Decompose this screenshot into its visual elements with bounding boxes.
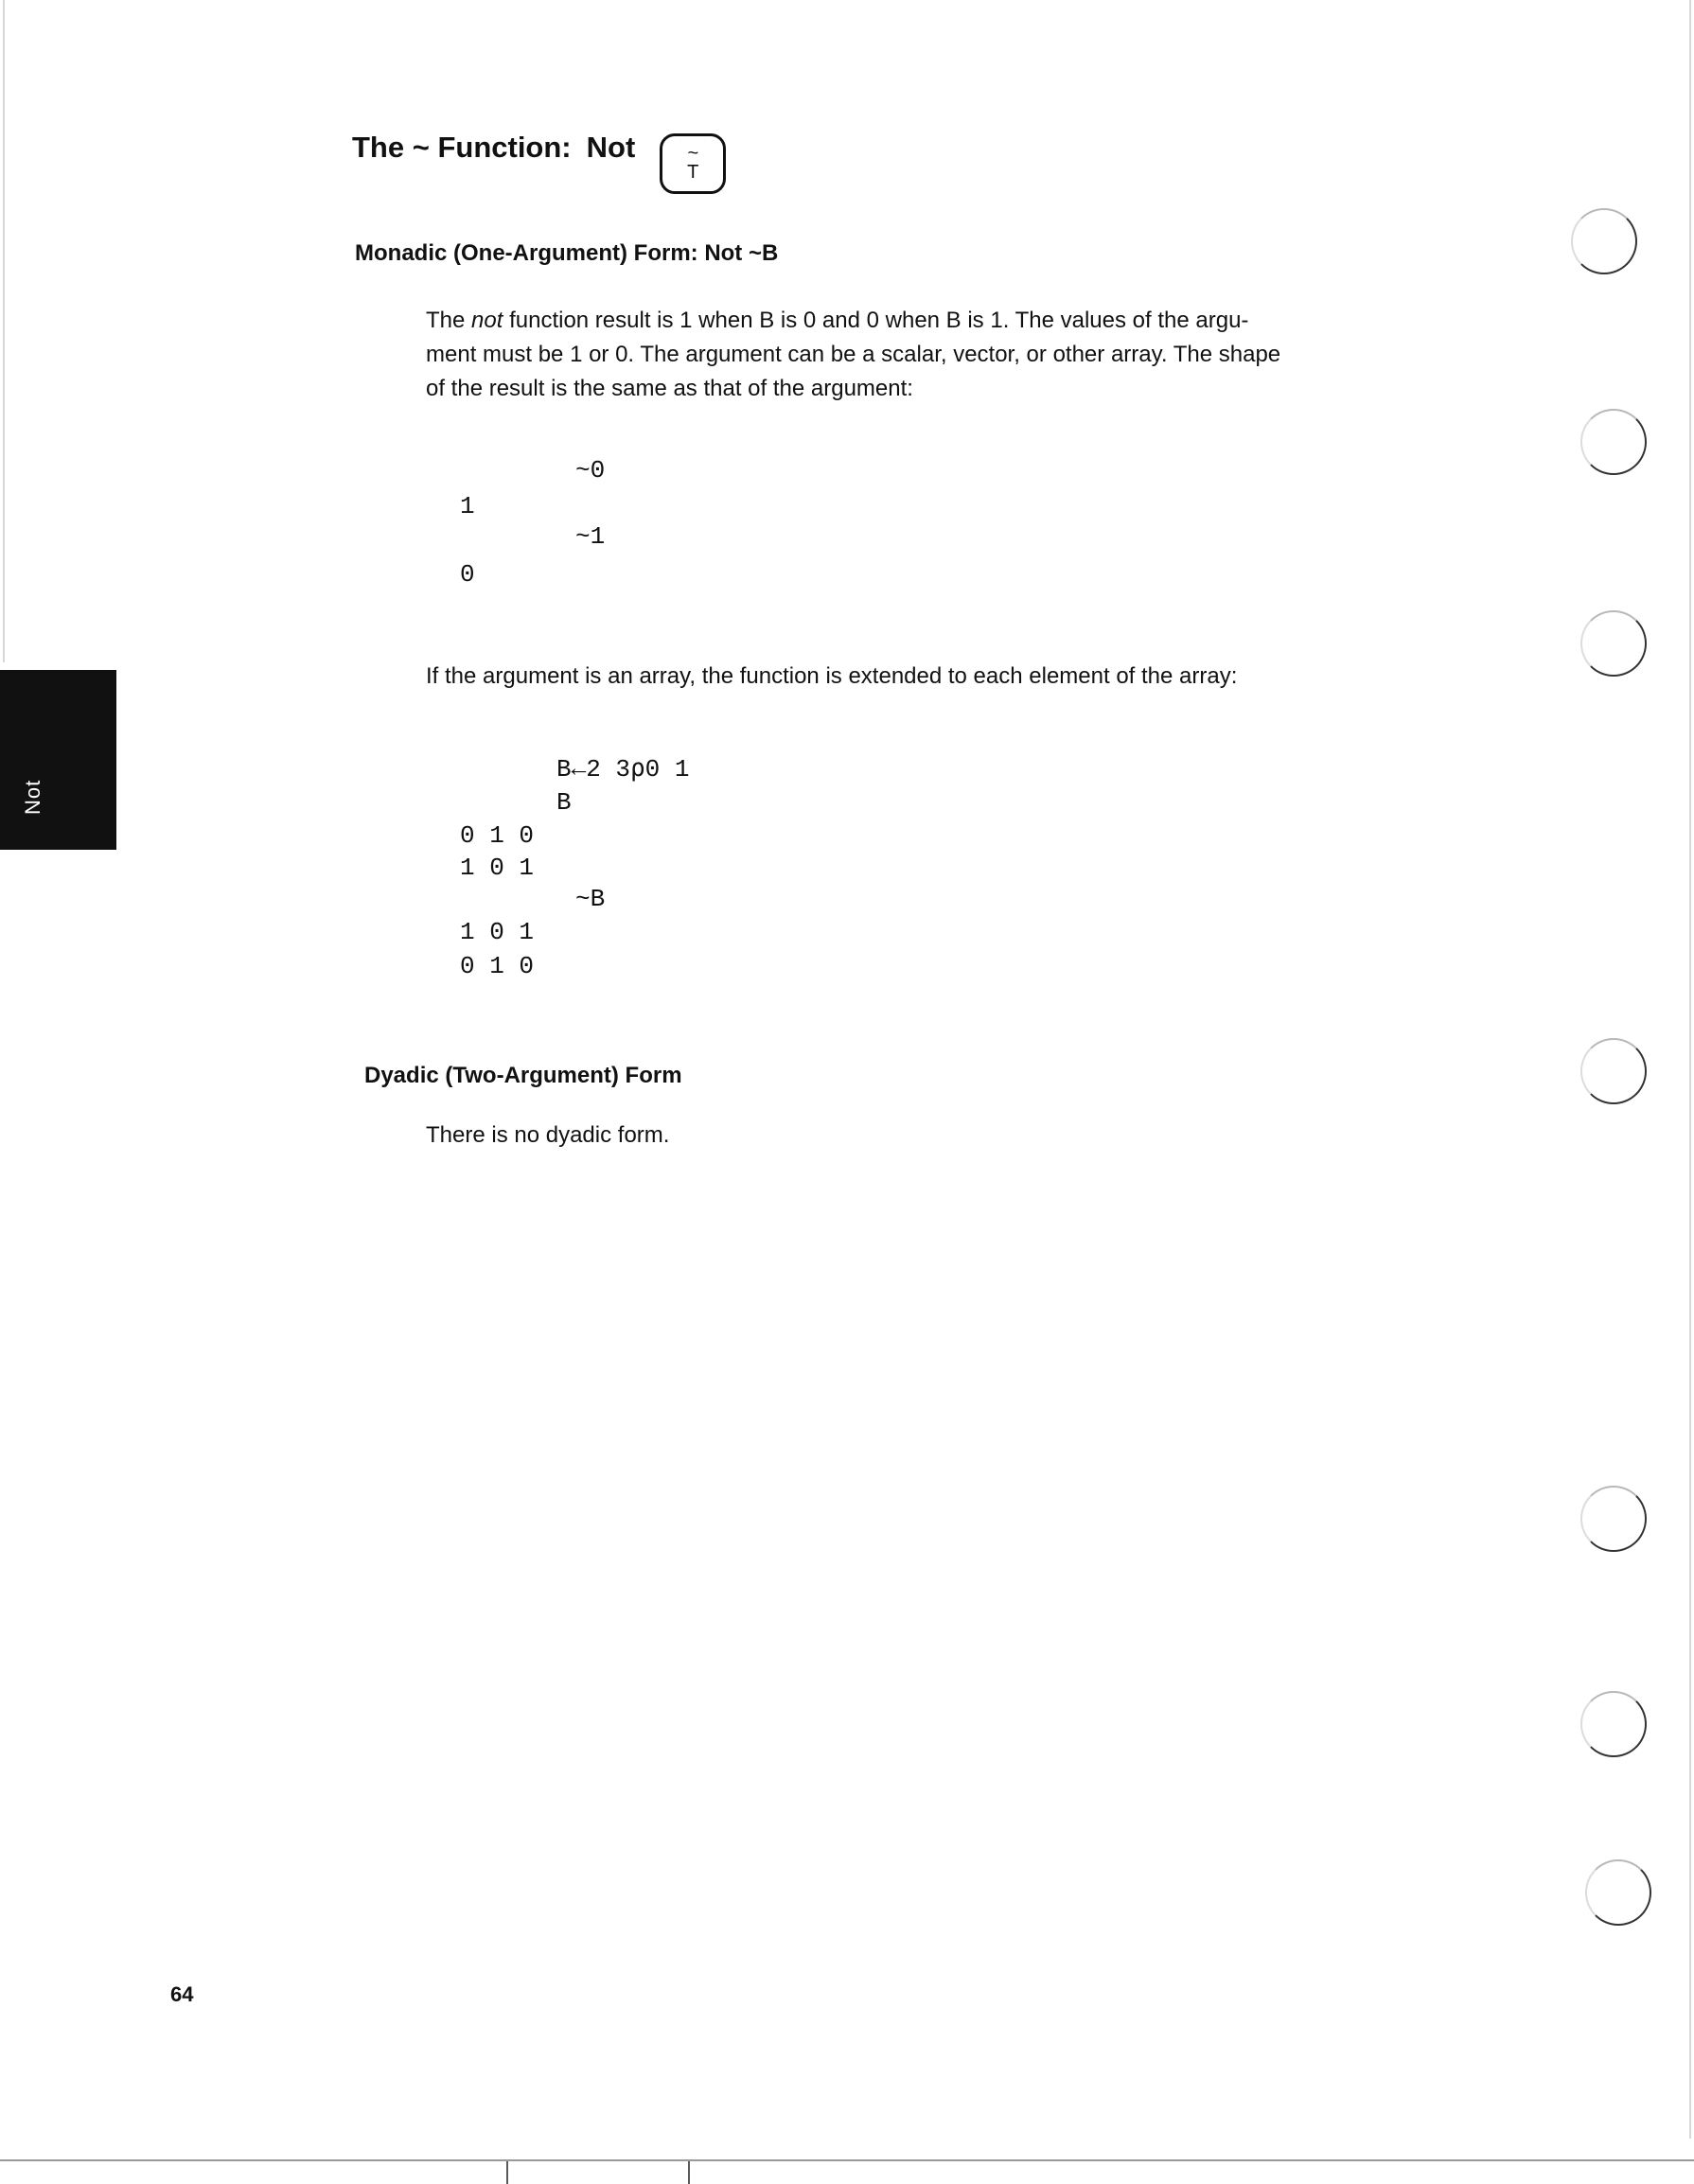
binder-hole-2: [1580, 409, 1647, 475]
page-bottom-edge: [0, 2159, 1694, 2161]
binder-hole-3: [1580, 610, 1647, 677]
binder-hole-1: [1571, 208, 1637, 274]
dyadic-description: There is no dyadic form.: [426, 1122, 670, 1148]
binder-hole-6: [1580, 1691, 1647, 1757]
array-result-row-1: 1 0 1: [460, 918, 535, 946]
page-number: 64: [170, 1982, 194, 2006]
bottom-mark-left: [506, 2161, 508, 2184]
array-assignment-line: B←2 3⍴0 1: [556, 755, 690, 784]
binder-hole-4: [1580, 1038, 1647, 1104]
key-upper-symbol: ~: [687, 143, 699, 164]
description-line-1: The not function result is 1 when B is 0 and 0 when B is 1. The values of the argu-: [426, 308, 1249, 333]
page-title: [352, 131, 726, 197]
page-left-edge: [3, 0, 5, 662]
array-result-row-2: 0 1 0: [460, 952, 535, 980]
example-output-zero: 0: [460, 560, 475, 589]
description-line-3: of the result is the same as that of the argument:: [426, 376, 913, 401]
array-row-2: 1 0 1: [460, 854, 535, 882]
monadic-heading: Monadic (One-Argument) Form: Not ~B: [355, 240, 779, 266]
section-tab-label: Not: [21, 779, 44, 815]
binder-hole-7: [1585, 1859, 1651, 1926]
section-tab: [0, 670, 116, 850]
array-not-command: ~B: [575, 885, 606, 913]
key-lower-symbol: T: [687, 162, 699, 183]
example-input-not-one: ~1: [575, 522, 606, 551]
title-function-name: Not: [586, 131, 636, 164]
monadic-description: [426, 304, 1372, 406]
binder-hole-5: [1580, 1486, 1647, 1552]
example-input-not-zero: ~0: [575, 456, 606, 484]
keyboard-key-icon: [660, 133, 726, 194]
array-row-1: 0 1 0: [460, 821, 535, 850]
dyadic-heading: Dyadic (Two-Argument) Form: [364, 1063, 682, 1088]
bottom-mark-right: [688, 2161, 690, 2184]
italic-not-word: not: [471, 308, 503, 333]
title-prefix: The ~ Function:: [352, 131, 572, 164]
array-display-command: B: [556, 788, 572, 817]
example-output-one: 1: [460, 492, 475, 520]
array-description: If the argument is an array, the function is extended to each element of the array:: [426, 663, 1238, 689]
page-right-edge: [1689, 0, 1691, 2139]
description-line-2: ment must be 1 or 0. The argument can be a scalar, vector, or other array. The shape: [426, 342, 1281, 367]
